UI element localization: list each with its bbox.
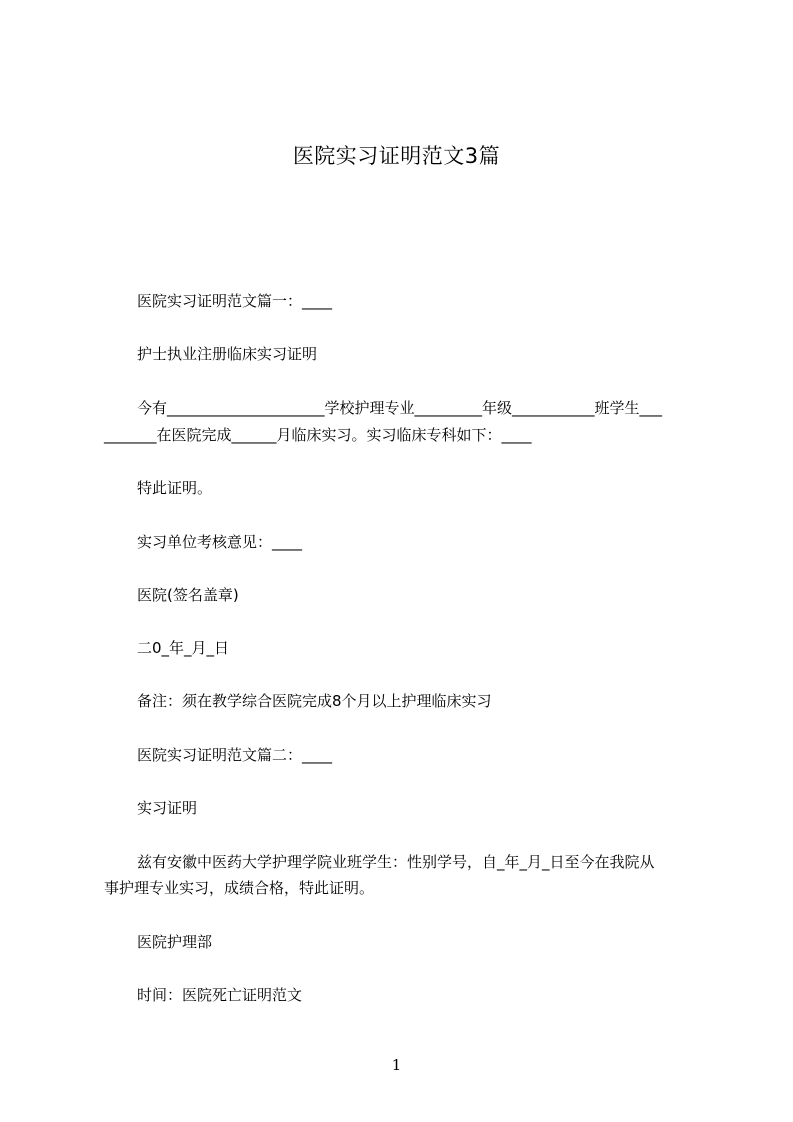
document-title: 医院实习证明范文3篇 bbox=[292, 144, 501, 168]
time-line: 时间：医院死亡证明范文 bbox=[137, 986, 303, 1004]
department-line: 医院护理部 bbox=[137, 933, 213, 951]
section1-subtitle: 护士执业注册临床实习证明 bbox=[137, 345, 318, 363]
date-line: 二0_年_月_日 bbox=[137, 639, 230, 657]
signature-line: 医院(签名盖章) bbox=[137, 586, 239, 604]
note-line: 备注：须在教学综合医院完成8个月以上护理临床实习 bbox=[137, 692, 492, 710]
section1-paragraph-line1: 今有_____________________学校护理专业_________年级___________班学生___ bbox=[137, 399, 663, 417]
section2-paragraph-line2: 事护理专业实习，成绩合格，特此证明。 bbox=[104, 879, 375, 897]
page-number: 1 bbox=[391, 1056, 402, 1074]
assessment-line: 实习单位考核意见：____ bbox=[137, 533, 303, 551]
certify-text: 特此证明。 bbox=[137, 479, 213, 497]
section2-paragraph-line1: 兹有安徽中医药大学护理学院业班学生：性别学号，自_年_月_日至今在我院从 bbox=[137, 853, 655, 871]
section1-paragraph-line2: _______在医院完成______月临床实习。实习临床专科如下：____ bbox=[104, 426, 532, 444]
section1-heading: 医院实习证明范文篇一：____ bbox=[137, 292, 333, 310]
section2-heading: 医院实习证明范文篇二：____ bbox=[137, 746, 333, 764]
section2-subtitle: 实习证明 bbox=[137, 799, 198, 817]
